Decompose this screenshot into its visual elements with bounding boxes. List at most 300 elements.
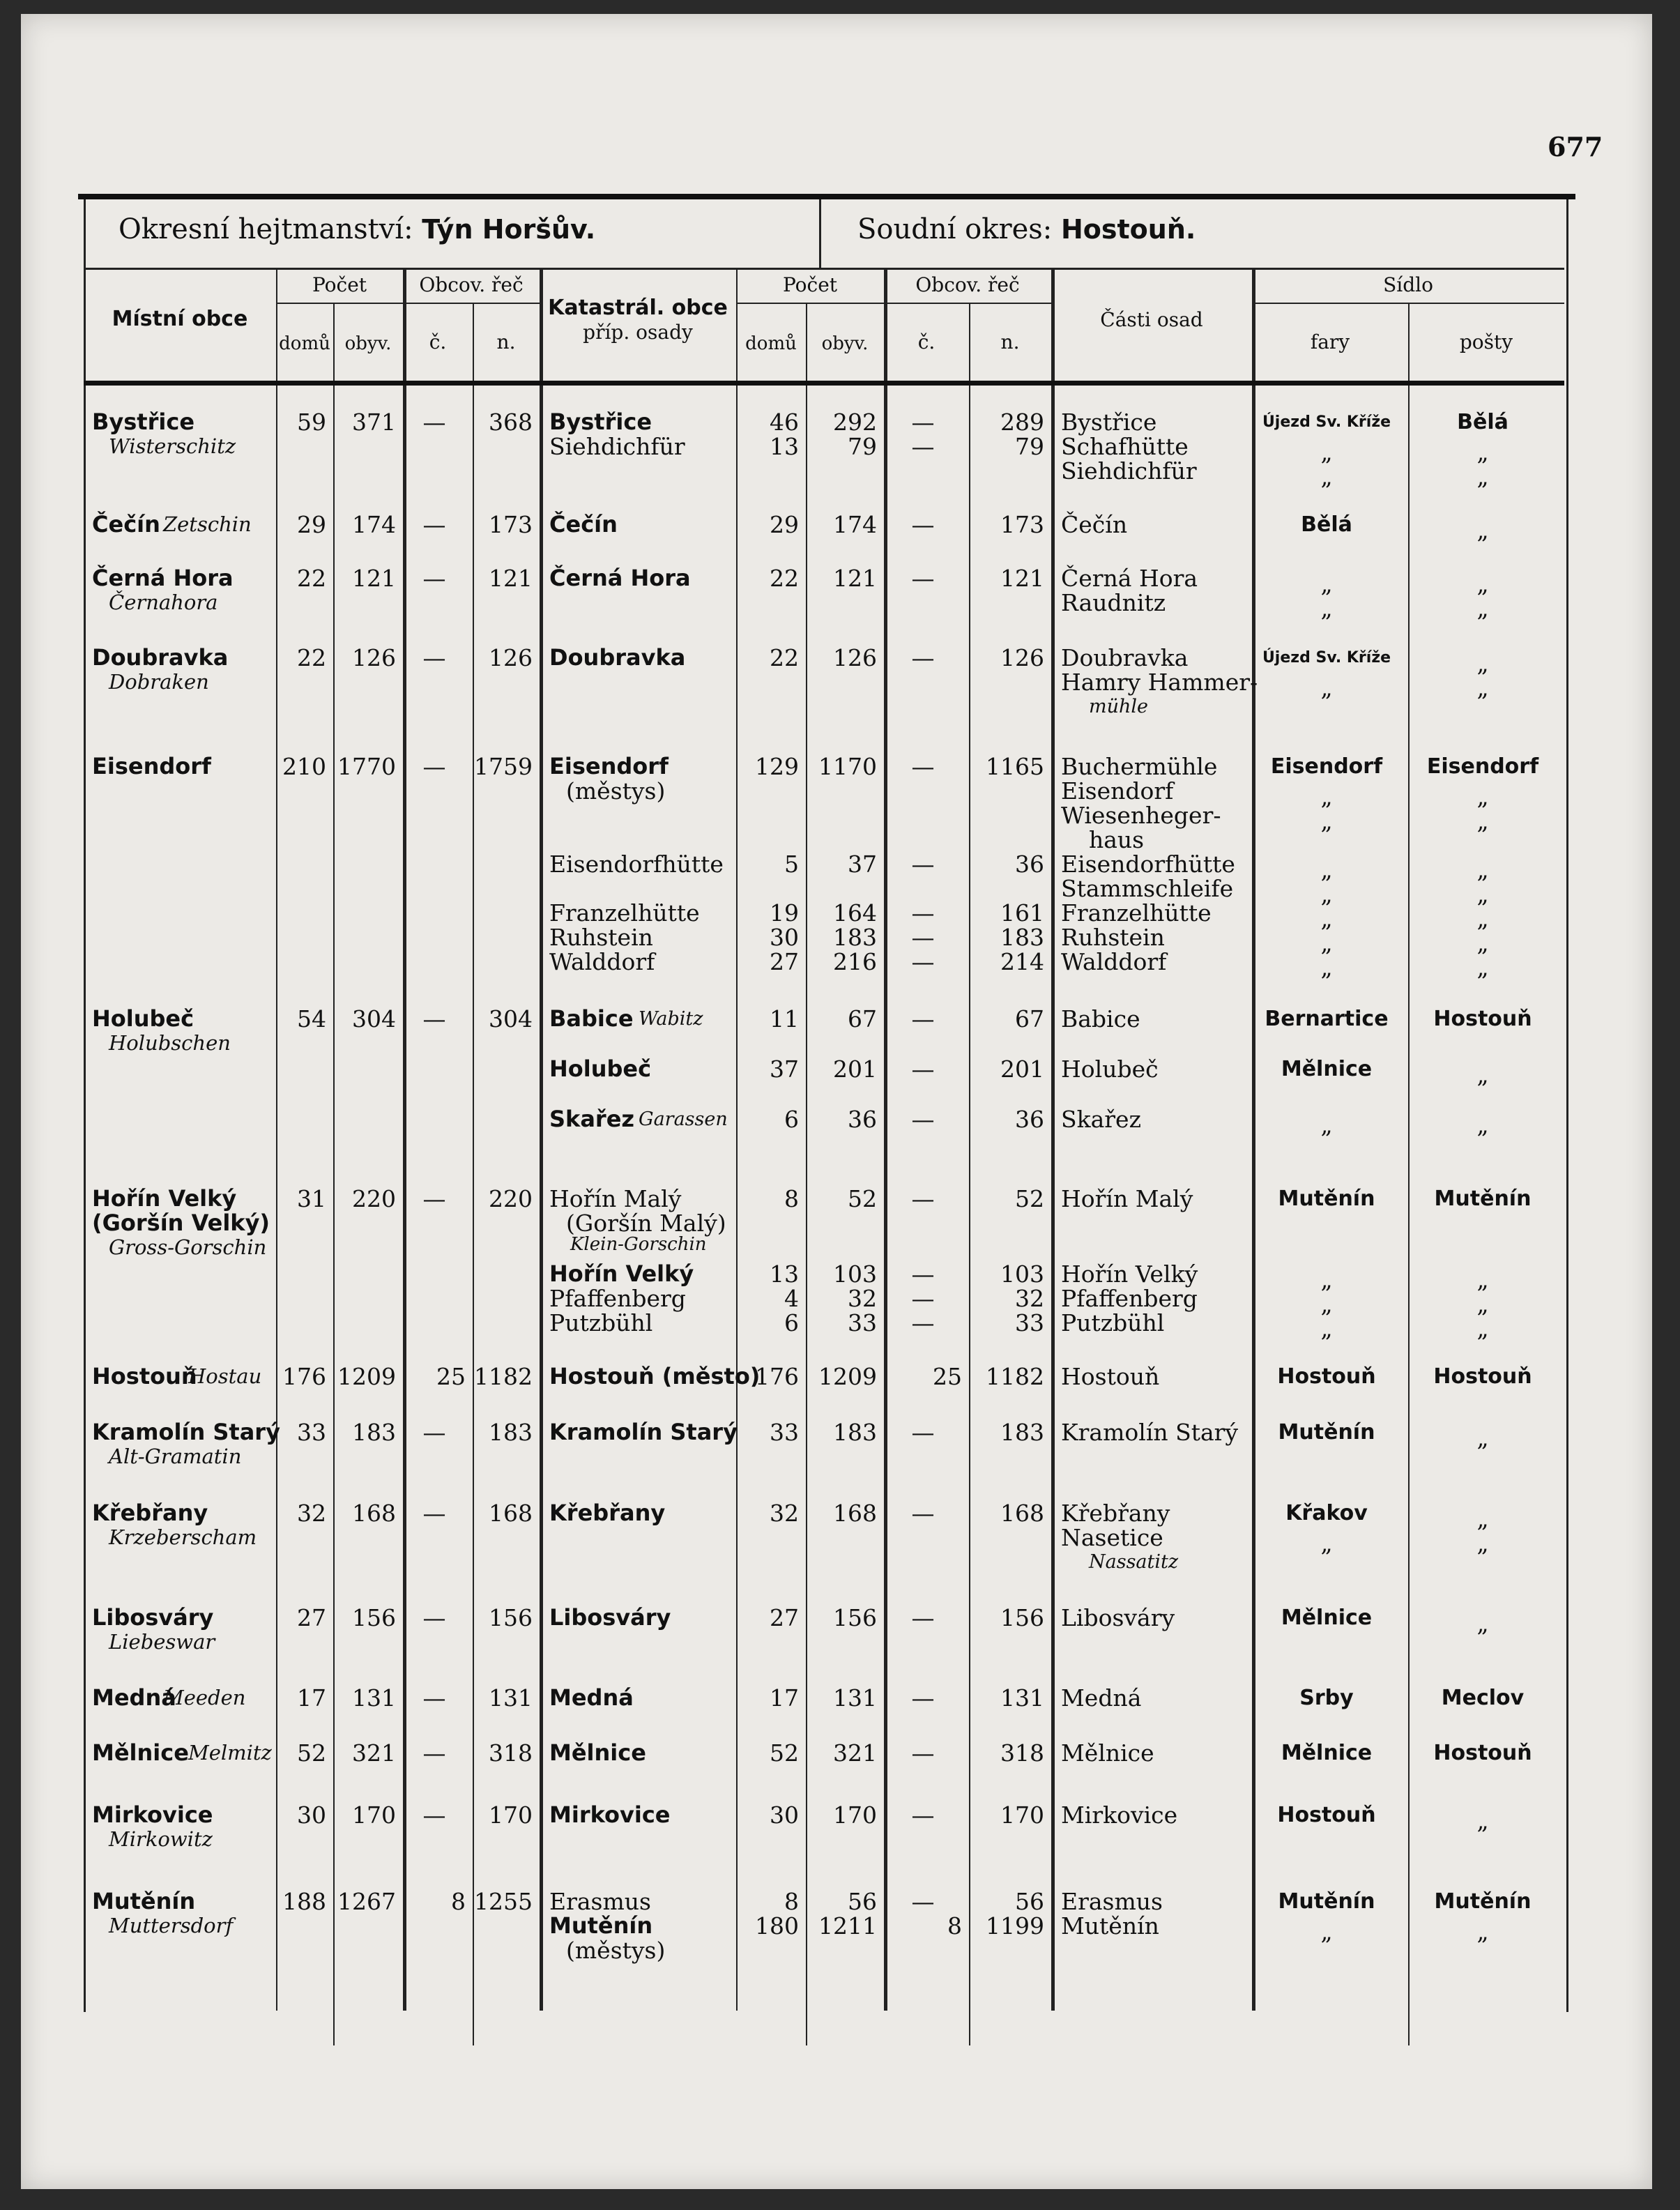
katastral-name: Eisendorfhütte xyxy=(549,851,724,878)
obec-name: Bystřice xyxy=(92,409,195,435)
obec-german-name: Dobraken xyxy=(109,670,209,694)
fara: Hostouň xyxy=(1277,1364,1376,1389)
kat-domu: 27 xyxy=(770,948,799,975)
kat-german: 1199 xyxy=(986,1912,1044,1940)
kat-obyv: 168 xyxy=(833,1500,877,1527)
page-number: 677 xyxy=(1548,131,1603,162)
german-count: 318 xyxy=(489,1739,533,1767)
obyv-count: 371 xyxy=(352,409,396,436)
col-line xyxy=(1408,303,1410,2045)
fara: „ xyxy=(1320,1290,1333,1318)
kat-obyv: 36 xyxy=(848,1106,877,1133)
katastral-name: Černá Hora xyxy=(549,565,691,591)
posta: Hostouň xyxy=(1433,1007,1532,1031)
posta: Bělá xyxy=(1457,410,1509,434)
domu-count: 17 xyxy=(297,1684,326,1712)
katastral-name: Holubeč xyxy=(549,1056,652,1082)
court-value: Hostouň. xyxy=(1060,214,1196,245)
katastral-name: Bystřice xyxy=(549,409,652,435)
obyv-count: 131 xyxy=(352,1684,396,1712)
czech-count: 25 xyxy=(436,1363,466,1390)
cast-osady: Hořín Velký xyxy=(1061,1260,1198,1288)
fara: „ xyxy=(1320,929,1333,957)
domu-count: 31 xyxy=(297,1185,326,1212)
katastral-name: Skařez xyxy=(549,1106,635,1132)
cast-osady: Ruhstein xyxy=(1061,924,1165,951)
katastral-german-name: Wabitz xyxy=(639,1008,703,1030)
german-count: 121 xyxy=(489,565,533,592)
katastral-name: Franzelhütte xyxy=(549,899,700,927)
fara: Mělnice xyxy=(1281,1057,1373,1081)
german-count: 1759 xyxy=(474,753,533,780)
kat-domu: 30 xyxy=(770,1801,799,1829)
kat-obyv: 183 xyxy=(833,924,877,951)
posta: „ xyxy=(1476,1918,1489,1945)
kat-obyv: 170 xyxy=(833,1801,877,1829)
obec-german-name: Hostau xyxy=(188,1364,262,1388)
obyv-count: 121 xyxy=(352,565,396,592)
czech-count: — xyxy=(422,1005,446,1032)
obec-name: Křebřany xyxy=(92,1500,208,1526)
domu-count: 33 xyxy=(297,1419,326,1446)
kat-czech: — xyxy=(911,1056,935,1083)
obyv-count: 1267 xyxy=(337,1888,396,1915)
kat-domu: 19 xyxy=(770,899,799,927)
obec-german-name: Meeden xyxy=(163,1686,246,1709)
katastral-name: Putzbühl xyxy=(549,1309,653,1336)
obec-german-name: Liebeswar xyxy=(109,1630,215,1654)
kat-german: 36 xyxy=(1015,1106,1044,1133)
kat-german: 214 xyxy=(1000,948,1044,975)
posta: „ xyxy=(1476,1111,1489,1138)
posta: „ xyxy=(1476,954,1489,981)
fara: Mutěnín xyxy=(1278,1420,1375,1445)
cast-osady: Medná xyxy=(1061,1684,1142,1712)
fara: Mutěnín xyxy=(1278,1187,1375,1211)
kat-domu: 22 xyxy=(770,565,799,592)
kat-czech: — xyxy=(911,1419,935,1446)
katastral-name: Siehdichfür xyxy=(549,433,685,460)
fara: Bělá xyxy=(1301,512,1352,537)
katastral-sub: (městys) xyxy=(566,777,666,805)
col-c-2: č. xyxy=(917,330,936,353)
czech-count: — xyxy=(422,1684,446,1712)
posta: „ xyxy=(1476,1061,1489,1088)
obyv-count: 321 xyxy=(352,1739,396,1767)
posta: Hostouň xyxy=(1433,1364,1532,1389)
kat-german: 33 xyxy=(1015,1309,1044,1336)
kat-obyv: 126 xyxy=(833,644,877,671)
domu-count: 188 xyxy=(282,1888,326,1915)
col-n-2: n. xyxy=(1000,330,1020,353)
kat-german: 67 xyxy=(1015,1005,1044,1032)
cast-osady: Libosváry xyxy=(1061,1604,1175,1631)
czech-count: — xyxy=(422,511,446,538)
german-count: 183 xyxy=(489,1419,533,1446)
kat-obyv: 321 xyxy=(833,1739,877,1767)
katastral-name: Hostouň (město) xyxy=(549,1363,761,1389)
posta: „ xyxy=(1476,1290,1489,1318)
domu-count: 54 xyxy=(297,1005,326,1032)
cast-osady: Erasmus xyxy=(1061,1888,1163,1915)
obec-name: Hořín Velký xyxy=(92,1185,237,1212)
cast-osady: Mělnice xyxy=(1061,1739,1154,1767)
posta: „ xyxy=(1476,439,1489,466)
german-count: 1182 xyxy=(474,1363,533,1390)
fara: „ xyxy=(1320,905,1333,932)
obec-name: Hostouň xyxy=(92,1363,197,1389)
col-casti-osad: Části osad xyxy=(1100,308,1203,331)
kat-german: 289 xyxy=(1000,409,1044,436)
obec-german-name: Zetschin xyxy=(163,512,252,536)
cast-osady: Čečín xyxy=(1061,511,1128,538)
czech-count: — xyxy=(422,1739,446,1767)
kat-german: 131 xyxy=(1000,1684,1044,1712)
obyv-count: 168 xyxy=(352,1500,396,1527)
kat-german: 1182 xyxy=(986,1363,1044,1390)
col-line xyxy=(806,303,807,2045)
cast-osady: Holubeč xyxy=(1061,1056,1159,1083)
german-count: 220 xyxy=(489,1185,533,1212)
kat-german: 32 xyxy=(1015,1285,1044,1312)
domu-count: 30 xyxy=(297,1801,326,1829)
fara: „ xyxy=(1320,1918,1333,1945)
kat-domu: 8 xyxy=(784,1888,799,1915)
fara: Eisendorf xyxy=(1270,754,1383,779)
cast-osady: Pfaffenberg xyxy=(1061,1285,1198,1312)
kat-domu: 6 xyxy=(784,1309,799,1336)
cast-osady: Mirkovice xyxy=(1061,1801,1178,1829)
cast-osady: Franzelhütte xyxy=(1061,899,1212,927)
cast-osady: Wiesenheger- xyxy=(1061,802,1221,829)
fara: Újezd Sv. Kříže xyxy=(1262,413,1391,431)
posta: „ xyxy=(1476,595,1489,622)
col-katastral: Katastrál. obce xyxy=(548,296,728,320)
kat-domu: 11 xyxy=(770,1005,799,1032)
fara: „ xyxy=(1320,1530,1333,1557)
fara: Křakov xyxy=(1285,1501,1368,1525)
katastral-name: Čečín xyxy=(549,511,618,538)
col-pocet-2: Počet xyxy=(782,273,838,296)
cast-osady: Siehdichfür xyxy=(1061,457,1197,485)
col-pocet: Počet xyxy=(312,273,367,296)
obyv-count: 126 xyxy=(352,644,396,671)
fara: Újezd Sv. Kříže xyxy=(1262,649,1391,666)
kat-german: 183 xyxy=(1000,1419,1044,1446)
posta: Meclov xyxy=(1441,1686,1525,1710)
kat-czech: — xyxy=(911,851,935,878)
kat-german: 36 xyxy=(1015,851,1044,878)
czech-count: — xyxy=(422,1419,446,1446)
col-obyv: obyv. xyxy=(344,333,392,354)
obec-german-name: Wisterschitz xyxy=(109,434,236,458)
obec-name: Holubeč xyxy=(92,1005,194,1032)
cast-osady: Nasetice xyxy=(1061,1524,1163,1551)
katastral-name: Walddorf xyxy=(549,948,655,975)
kat-domu: 37 xyxy=(770,1056,799,1083)
domu-count: 176 xyxy=(282,1363,326,1390)
col-mistni-obce: Místní obce xyxy=(112,307,248,331)
col-fary: fary xyxy=(1310,330,1350,353)
kat-czech: — xyxy=(911,1260,935,1288)
czech-count: — xyxy=(422,565,446,592)
kat-german: 52 xyxy=(1015,1185,1044,1212)
cast-osady: Babice xyxy=(1061,1005,1140,1032)
obyv-count: 156 xyxy=(352,1604,396,1631)
domu-count: 27 xyxy=(297,1604,326,1631)
fara: „ xyxy=(1320,439,1333,466)
obec-name: Kramolín Starý xyxy=(92,1419,280,1445)
kat-obyv: 292 xyxy=(833,409,877,436)
col-prip-osady: příp. osady xyxy=(583,321,693,344)
col-domu: domů xyxy=(279,333,330,354)
fara: Hostouň xyxy=(1277,1803,1376,1827)
kat-german: 121 xyxy=(1000,565,1044,592)
posta: „ xyxy=(1476,1266,1489,1293)
kat-domu: 180 xyxy=(755,1912,799,1940)
posta: Hostouň xyxy=(1433,1741,1532,1765)
katastral-german-name: Klein-Gorschin xyxy=(570,1234,707,1255)
kat-czech: — xyxy=(911,1684,935,1712)
katastral-name: Libosváry xyxy=(549,1604,671,1631)
cast-osady: Walddorf xyxy=(1061,948,1167,975)
cast-osady: Kramolín Starý xyxy=(1061,1419,1239,1446)
posta: „ xyxy=(1476,1610,1489,1637)
domu-count: 22 xyxy=(297,644,326,671)
posta: „ xyxy=(1476,1530,1489,1557)
fara: „ xyxy=(1320,1315,1333,1342)
kat-domu: 17 xyxy=(770,1684,799,1712)
fara: Srby xyxy=(1299,1686,1354,1710)
kat-czech: — xyxy=(911,409,935,436)
katastral-name: Babice xyxy=(549,1005,634,1032)
kat-domu: 30 xyxy=(770,924,799,951)
obec-name: Čečín xyxy=(92,511,160,538)
cast-osady: Buchermühle xyxy=(1061,753,1218,780)
cast-osady: Hamry Hammer- xyxy=(1061,669,1258,696)
kat-german: 201 xyxy=(1000,1056,1044,1083)
kat-german: 126 xyxy=(1000,644,1044,671)
kat-czech: — xyxy=(911,753,935,780)
title-divider xyxy=(819,199,821,268)
kat-czech: — xyxy=(911,1106,935,1133)
fara: Mělnice xyxy=(1281,1606,1373,1630)
fara: „ xyxy=(1320,463,1333,490)
german-count: 173 xyxy=(489,511,533,538)
court-label: Soudní okres: xyxy=(857,213,1053,245)
obec-german-name: Mirkowitz xyxy=(109,1827,213,1851)
posta: „ xyxy=(1476,929,1489,957)
court-title xyxy=(857,213,1196,245)
col-c: č. xyxy=(429,330,447,353)
kat-czech: — xyxy=(911,1801,935,1829)
katastral-name: Hořín Velký xyxy=(549,1260,694,1287)
posta: Eisendorf xyxy=(1426,754,1539,779)
obec-name: Medná xyxy=(92,1684,176,1711)
col-line xyxy=(969,303,970,2045)
cast-osady: mühle xyxy=(1089,696,1148,717)
czech-count: — xyxy=(422,753,446,780)
czech-count: — xyxy=(422,409,446,436)
cast-osady: haus xyxy=(1089,826,1145,853)
domu-count: 32 xyxy=(297,1500,326,1527)
posta: „ xyxy=(1476,674,1489,701)
title-row xyxy=(84,199,1564,270)
obyv-count: 220 xyxy=(352,1185,396,1212)
kat-german: 161 xyxy=(1000,899,1044,927)
kat-domu: 46 xyxy=(770,409,799,436)
kat-german: 318 xyxy=(1000,1739,1044,1767)
german-count: 126 xyxy=(489,644,533,671)
katastral-name: Ruhstein xyxy=(549,924,653,951)
fara: „ xyxy=(1320,1111,1333,1138)
kat-domu: 129 xyxy=(755,753,799,780)
district-title xyxy=(119,213,595,245)
cast-osady: Raudnitz xyxy=(1061,589,1166,616)
cast-osady: Doubravka xyxy=(1061,644,1189,671)
german-count: 131 xyxy=(489,1684,533,1712)
czech-count: — xyxy=(422,1801,446,1829)
german-count: 304 xyxy=(489,1005,533,1032)
kat-czech: — xyxy=(911,1739,935,1767)
kat-german: 1165 xyxy=(986,753,1044,780)
cast-osady: Putzbühl xyxy=(1061,1309,1165,1336)
obec-german-name: Alt-Gramatin xyxy=(109,1445,242,1468)
kat-domu: 4 xyxy=(784,1285,799,1312)
kat-czech: — xyxy=(911,1185,935,1212)
kat-obyv: 79 xyxy=(848,433,877,460)
fara: Mutěnín xyxy=(1278,1889,1375,1914)
katastral-name: Kramolín Starý xyxy=(549,1419,738,1445)
czech-count: — xyxy=(422,1604,446,1631)
kat-obyv: 52 xyxy=(848,1185,877,1212)
col-line xyxy=(540,268,543,2011)
kat-domu: 32 xyxy=(770,1500,799,1527)
domu-count: 52 xyxy=(297,1739,326,1767)
kat-german: 56 xyxy=(1015,1888,1044,1915)
cast-osady: Hostouň xyxy=(1061,1363,1160,1390)
obec-name: Libosváry xyxy=(92,1604,214,1631)
fara: Mělnice xyxy=(1281,1741,1373,1765)
obec-name: Černá Hora xyxy=(92,565,234,591)
kat-czech: — xyxy=(911,1604,935,1631)
posta: Mutěnín xyxy=(1434,1889,1532,1914)
kat-czech: — xyxy=(911,1005,935,1032)
col-line xyxy=(473,303,474,2045)
katastral-name: Mělnice xyxy=(549,1739,646,1766)
col-domu-2: domů xyxy=(745,333,797,354)
district-label: Okresní hejtmanství: xyxy=(119,213,413,245)
german-count: 168 xyxy=(489,1500,533,1527)
katastral-name: Erasmus xyxy=(549,1888,651,1915)
fara: „ xyxy=(1320,595,1333,622)
posta: „ xyxy=(1476,570,1489,597)
kat-czech: — xyxy=(911,924,935,951)
obec-name: Mělnice xyxy=(92,1739,189,1766)
czech-count: — xyxy=(422,1185,446,1212)
top-rule xyxy=(78,194,1575,199)
obyv-count: 170 xyxy=(352,1801,396,1829)
kat-obyv: 67 xyxy=(848,1005,877,1032)
cast-osady: Schafhütte xyxy=(1061,433,1189,460)
obec-german-name: Gross-Gorschin xyxy=(109,1235,267,1259)
kat-german: 156 xyxy=(1000,1604,1044,1631)
obec-name: Eisendorf xyxy=(92,753,211,779)
kat-czech: — xyxy=(911,1285,935,1312)
kat-czech: — xyxy=(911,644,935,671)
kat-obyv: 201 xyxy=(833,1056,877,1083)
kat-czech: 25 xyxy=(933,1363,962,1390)
kat-obyv: 103 xyxy=(833,1260,877,1288)
kat-german: 79 xyxy=(1015,433,1044,460)
fara: Bernartice xyxy=(1265,1007,1389,1031)
katastral-name: Hořín Malý xyxy=(549,1185,682,1212)
kat-domu: 27 xyxy=(770,1604,799,1631)
posta: „ xyxy=(1476,807,1489,835)
kat-czech: — xyxy=(911,1500,935,1527)
posta: „ xyxy=(1476,1807,1489,1834)
col-posty: pošty xyxy=(1459,330,1513,353)
kat-domu: 5 xyxy=(784,851,799,878)
kat-czech: — xyxy=(911,511,935,538)
posta: „ xyxy=(1476,1424,1489,1451)
kat-czech: — xyxy=(911,433,935,460)
col-n: n. xyxy=(496,330,516,353)
katastral-name: Mirkovice xyxy=(549,1801,671,1828)
katastral-name: Křebřany xyxy=(549,1500,666,1526)
fara: „ xyxy=(1320,570,1333,597)
obyv-count: 1770 xyxy=(337,753,396,780)
kat-czech: 8 xyxy=(947,1912,962,1940)
kat-obyv: 1170 xyxy=(818,753,877,780)
kat-domu: 176 xyxy=(755,1363,799,1390)
col-line xyxy=(333,303,335,2045)
obec-name: Doubravka xyxy=(92,644,229,671)
german-count: 1255 xyxy=(474,1888,533,1915)
kat-obyv: 1211 xyxy=(818,1912,877,1940)
obec-name-alt: (Goršín Velký) xyxy=(92,1210,270,1236)
posta: „ xyxy=(1476,881,1489,908)
posta: „ xyxy=(1476,905,1489,932)
obec-german-name: Holubschen xyxy=(109,1031,231,1055)
fara: „ xyxy=(1320,674,1333,701)
col-sidlo: Sídlo xyxy=(1383,273,1433,296)
posta: „ xyxy=(1476,517,1489,544)
obec-german-name: Krzeberscham xyxy=(109,1525,257,1549)
kat-domu: 52 xyxy=(770,1739,799,1767)
kat-obyv: 56 xyxy=(848,1888,877,1915)
col-obcov: Obcov. řeč xyxy=(419,273,524,296)
fara: „ xyxy=(1320,856,1333,883)
czech-count: — xyxy=(422,1500,446,1527)
col-obcov-2: Obcov. řeč xyxy=(915,273,1020,296)
kat-domu: 22 xyxy=(770,644,799,671)
kat-obyv: 183 xyxy=(833,1419,877,1446)
german-count: 156 xyxy=(489,1604,533,1631)
katastral-name: Pfaffenberg xyxy=(549,1285,686,1312)
kat-domu: 13 xyxy=(770,1260,799,1288)
posta: „ xyxy=(1476,783,1489,810)
katastral-name: Doubravka xyxy=(549,644,686,671)
obec-german-name: Černahora xyxy=(109,590,218,614)
kat-german: 168 xyxy=(1000,1500,1044,1527)
kat-domu: 13 xyxy=(770,433,799,460)
fara: „ xyxy=(1320,1266,1333,1293)
czech-count: — xyxy=(422,644,446,671)
obec-name: Mirkovice xyxy=(92,1801,213,1828)
district-value: Týn Horšův. xyxy=(422,214,596,245)
kat-german: 173 xyxy=(1000,511,1044,538)
